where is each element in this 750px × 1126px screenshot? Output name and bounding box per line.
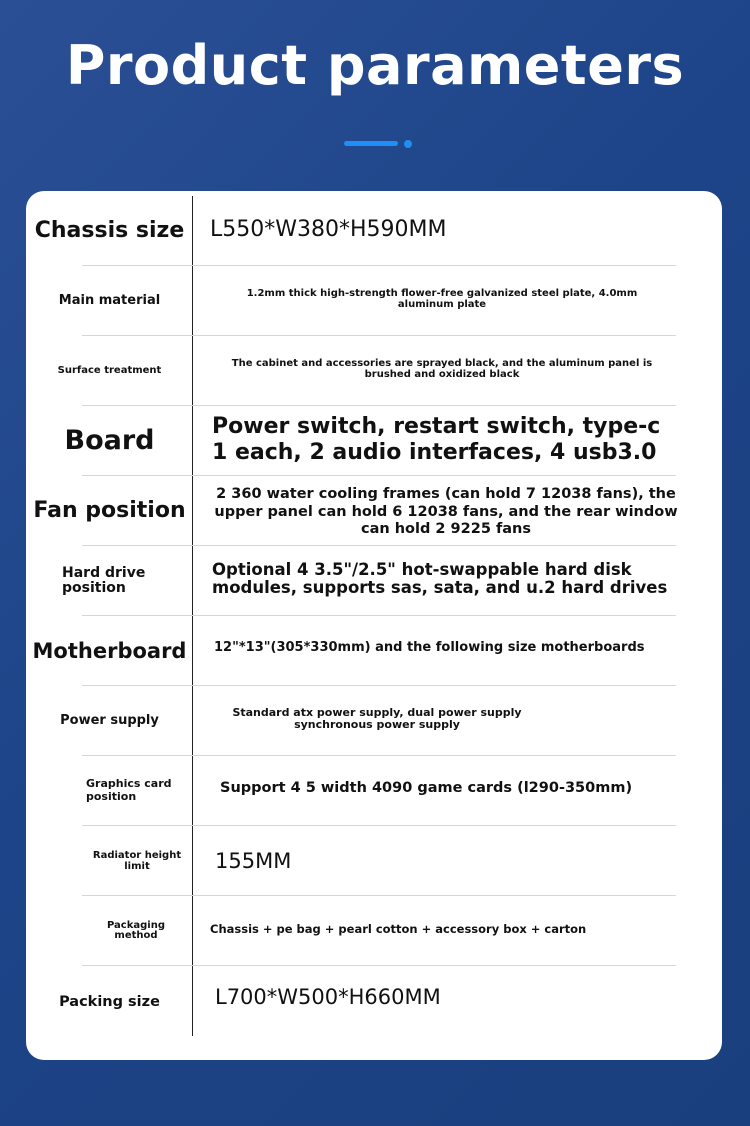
title-accent-divider [344, 140, 416, 148]
spec-label: Fan position [33, 498, 186, 524]
spec-label: Hard drive position [62, 564, 146, 596]
column-divider [192, 336, 193, 406]
column-divider [192, 686, 193, 756]
spec-label: Main material [58, 292, 161, 308]
column-divider [192, 546, 193, 616]
spec-row-packaging-method [26, 896, 722, 966]
column-divider [192, 756, 193, 826]
column-divider [192, 476, 193, 546]
spec-value: Optional 4 3.5"/2.5" hot-swappable hard disk modules, supports sas, sata, and u.2 hard drives [212, 560, 668, 598]
accent-dot [404, 140, 412, 148]
spec-label: Board [64, 425, 155, 457]
page-title: Product parameters [65, 34, 685, 97]
spec-row-graphics-card-position [26, 756, 722, 826]
column-divider [192, 406, 193, 476]
spec-label: Motherboard [32, 638, 187, 663]
spec-value: L550*W380*H590MM [210, 217, 447, 242]
spec-label: Packaging method [107, 919, 165, 941]
spec-row-radiator-height-limit [26, 826, 722, 896]
column-divider [192, 896, 193, 966]
column-divider [192, 616, 193, 686]
spec-row-surface-treatment [26, 336, 722, 406]
spec-row-fan-position [26, 476, 722, 546]
spec-label: Power supply [60, 712, 159, 728]
spec-row-power-supply [26, 686, 722, 756]
spec-value: Chassis + pe bag + pearl cotton + accessory box + carton [210, 922, 587, 936]
column-divider [192, 966, 193, 1036]
spec-value: Power switch, restart switch, type-c 1 each, 2 audio interfaces, 4 usb3.0 [212, 414, 661, 466]
spec-label: Graphics card position [86, 777, 172, 803]
column-divider [192, 196, 193, 266]
spec-table-card [26, 191, 722, 1060]
spec-label: Chassis size [34, 218, 185, 244]
spec-value: 155MM [215, 849, 292, 873]
spec-value: 1.2mm thick high-strength flower-free galvanized steel plate, 4.0mm aluminum plate [246, 288, 638, 310]
spec-row-packing-size [26, 966, 722, 1036]
spec-row-motherboard [26, 616, 722, 686]
spec-value: L700*W500*H660MM [215, 985, 441, 1009]
spec-value: Support 4 5 width 4090 game cards (l290-350mm) [220, 780, 633, 796]
spec-row-hard-drive-position [26, 546, 722, 616]
spec-label: Surface treatment [57, 365, 162, 377]
spec-value: 2 360 water cooling frames (can hold 7 12038 fans), the upper panel can hold 6 12038 fans, and the rear window can hold 2 9225 fans [214, 486, 678, 538]
spec-value: The cabinet and accessories are sprayed black, and the aluminum panel is brushed and oxidized black [231, 358, 653, 380]
spec-row-chassis-size [26, 196, 722, 266]
spec-value: 12"*13"(305*330mm) and the following size motherboards [214, 640, 645, 655]
accent-bar [344, 141, 398, 146]
spec-row-board [26, 406, 722, 476]
column-divider [192, 266, 193, 336]
spec-label: Packing size [59, 993, 160, 1010]
spec-label: Radiator height limit [92, 850, 182, 872]
spec-value: Standard atx power supply, dual power supply synchronous power supply [232, 706, 522, 732]
spec-row-main-material [26, 266, 722, 336]
column-divider [192, 826, 193, 896]
